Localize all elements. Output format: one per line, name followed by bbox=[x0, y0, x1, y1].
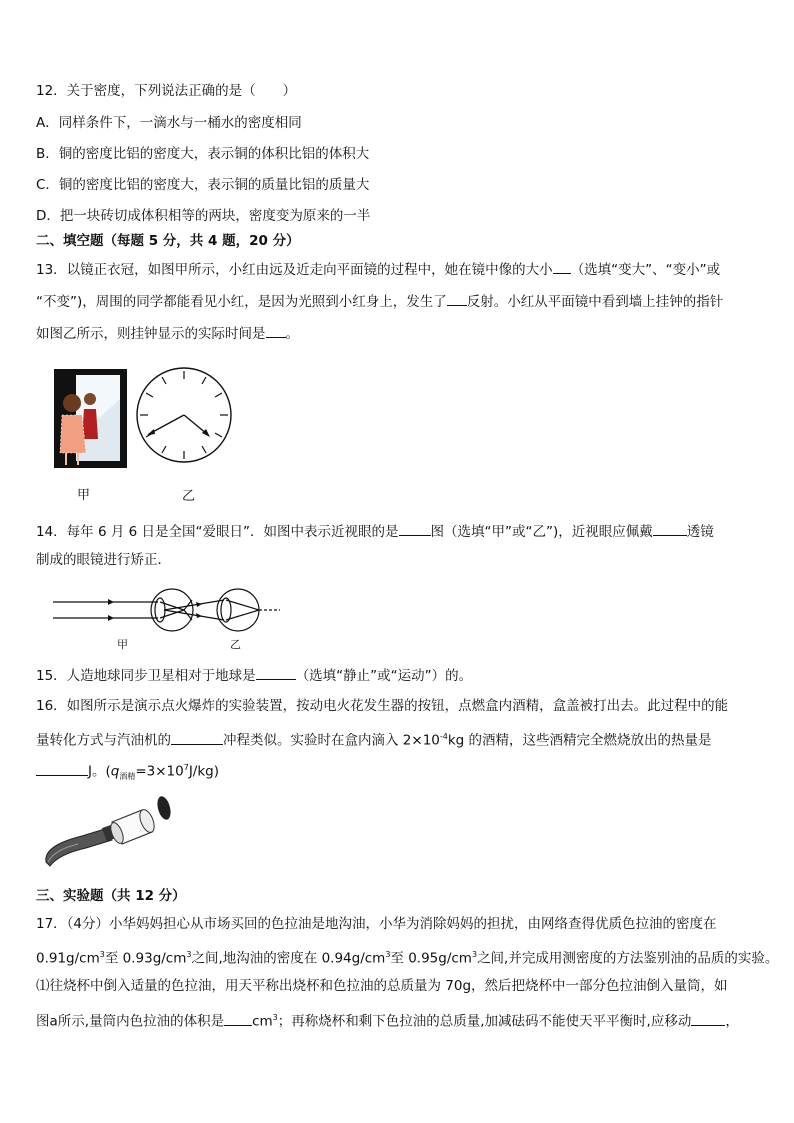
q13-text: 反射。小红从平面镜中看到墙上挂钟的指针 bbox=[466, 294, 724, 310]
exponent: 3 bbox=[385, 950, 391, 959]
q13-text: 13．以镜正衣冠，如图甲所示，小红由远及近走向平面镜的过程中，她在镜中像的大小 bbox=[36, 262, 553, 278]
q13-text: 。 bbox=[285, 326, 299, 342]
q12-option-c: C．铜的密度比铝的密度大，表示铜的质量比铝的质量大 bbox=[36, 177, 370, 193]
q12-stem: 12．关于密度，下列说法正确的是（ ） bbox=[36, 83, 297, 99]
q17-text: 至 0.95g/cm bbox=[390, 950, 472, 967]
section-experiment-title: 三、实验题（共 12 分） bbox=[36, 888, 186, 904]
answer-blank bbox=[266, 323, 286, 338]
q14-line-1 bbox=[36, 521, 714, 541]
exponent: 3 bbox=[99, 950, 105, 959]
q15-line bbox=[36, 665, 472, 685]
q17-text: ， bbox=[725, 1013, 739, 1030]
q17-text: 之间,地沟油的密度在 0.94g/cm bbox=[191, 950, 386, 967]
q12-option-b: B．铜的密度比铝的密度大，表示铜的体积比铝的体积大 bbox=[36, 146, 370, 162]
q-subscript: 酒精 bbox=[119, 772, 136, 782]
answer-blank bbox=[224, 1011, 252, 1026]
eye-caption-yi: 乙 bbox=[230, 638, 241, 651]
q16-text: kg 的酒精，这些酒精完全燃烧放出的热量是 bbox=[447, 732, 712, 749]
q17-line-2 bbox=[36, 946, 778, 968]
exponent: 3 bbox=[471, 950, 478, 959]
q16-text: =3×10 bbox=[135, 763, 184, 780]
q16-line-1: 16．如图所示是演示点火爆炸的实验装置，按动电火花发生器的按钮，点燃盒内酒精，盒盖被打出去。此过程中的能 bbox=[36, 698, 729, 714]
q16-text: 量转化方式与汽油机的 bbox=[36, 732, 171, 749]
exponent: -4 bbox=[439, 732, 448, 741]
q16-text: J。( bbox=[88, 763, 111, 780]
answer-blank bbox=[653, 521, 687, 536]
q14-text: 14．每年 6 月 6 日是全国“爱眼日”．如图中表示近视眼的是 bbox=[36, 524, 399, 540]
q16-text: J/kg) bbox=[188, 763, 219, 780]
mirror-girl-figure bbox=[54, 369, 127, 468]
q13-line-3 bbox=[36, 323, 299, 343]
q17-text: 之间,并完成用测密度的方法鉴别油的品质的实验。 bbox=[477, 950, 779, 967]
q16-line-3 bbox=[36, 759, 219, 786]
q13-line-1 bbox=[36, 259, 720, 279]
q17-line-1: 17．（4分）小华妈妈担心从市场买回的色拉油是地沟油，小华为消除妈妈的担扰，由网络查得优质色拉油的密度在 bbox=[36, 916, 717, 932]
q14-text: 图（选填“甲”或“乙”)，近视眼应佩戴 bbox=[430, 524, 653, 540]
clock-figure bbox=[135, 366, 233, 464]
answer-blank bbox=[691, 1011, 725, 1026]
q13-text: 如图乙所示，则挂钟显示的实际时间是 bbox=[36, 326, 266, 342]
figure-caption-yi: 乙 bbox=[182, 489, 196, 504]
q16-line-2 bbox=[36, 728, 712, 750]
q-symbol: q bbox=[110, 763, 120, 780]
exponent: 3 bbox=[186, 950, 192, 959]
q13-text: （选填“变大”、“变小”或 bbox=[570, 262, 721, 278]
q17-line-4 bbox=[36, 1009, 739, 1031]
q17-line-3: ⑴往烧杯中倒入适量的色拉油，用天平称出烧杯和色拉油的总质量为 70g，然后把烧杯中一部分色拉油倒入量筒，如 bbox=[36, 978, 728, 994]
q15-text: （选填“静止”或“运动”）的。 bbox=[295, 668, 473, 684]
q16-text: 冲程类似。实验时在盒内滴入 2×10 bbox=[223, 732, 440, 749]
q12-option-a: A．同样条件下，一滴水与一桶水的密度相同 bbox=[36, 115, 302, 131]
exponent: 3 bbox=[272, 1013, 278, 1022]
q17-text: 图a所示,量筒内色拉油的体积是 bbox=[36, 1013, 225, 1030]
answer-blank bbox=[553, 259, 571, 274]
q17-text: ；再称烧杯和剩下色拉油的总质量,加减砝码不能使天平平衡时,应移动 bbox=[277, 1013, 692, 1030]
exponent: 7 bbox=[183, 763, 189, 772]
q13-line-2 bbox=[36, 291, 723, 311]
q14-text: 透镜 bbox=[686, 524, 714, 540]
ignition-apparatus-figure bbox=[42, 794, 176, 870]
answer-blank bbox=[256, 665, 296, 680]
q13-text: “不变”)，周围的同学都能看见小红，是因为光照到小红身上，发生了 bbox=[36, 294, 447, 310]
eye-caption-jia: 甲 bbox=[117, 638, 128, 651]
answer-blank bbox=[36, 761, 88, 776]
section-fill-in-title: 二、填空题（每题 5 分，共 4 题，20 分） bbox=[36, 233, 300, 249]
answer-blank bbox=[447, 291, 467, 306]
eye-diagrams bbox=[50, 588, 290, 650]
q12-option-d: D．把一块砖切成体积相等的两块，密度变为原来的一半 bbox=[36, 208, 371, 224]
q17-text: cm bbox=[252, 1013, 273, 1030]
answer-blank bbox=[399, 521, 431, 536]
figure-caption-jia: 甲 bbox=[77, 488, 91, 503]
q17-text: 0.91g/cm bbox=[36, 950, 100, 967]
answer-blank bbox=[171, 730, 223, 745]
q14-line-2: 制成的眼镜进行矫正． bbox=[36, 552, 171, 568]
q15-text: 15．人造地球同步卫星相对于地球是 bbox=[36, 668, 256, 684]
q17-text: 至 0.93g/cm bbox=[104, 950, 187, 967]
